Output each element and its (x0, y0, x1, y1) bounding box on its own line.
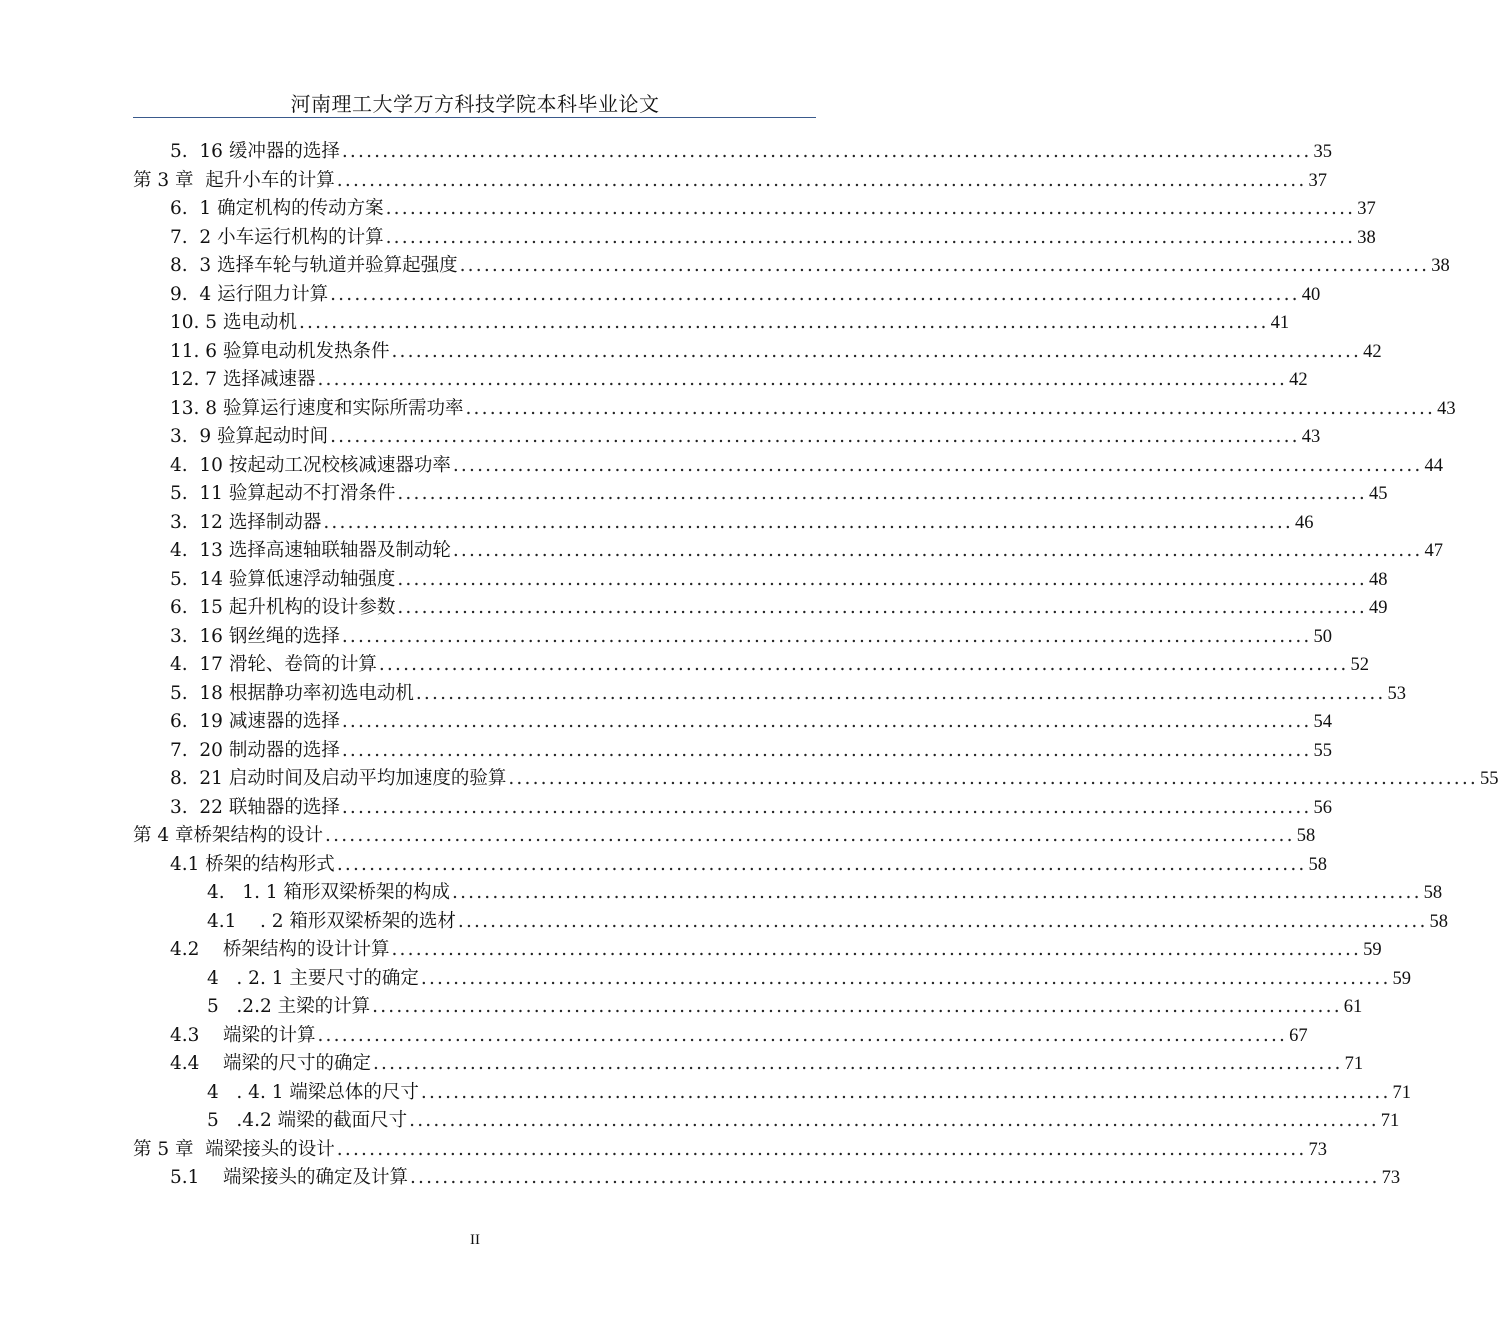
toc-leader-dots: ........................................................................................................................ (341, 625, 1312, 647)
toc-entry-page: 55 (1480, 769, 1499, 789)
toc-entry-page: 59 (1392, 968, 1412, 989)
toc-entry-label: 4. 1. 1 箱形双梁桥架的构成 (207, 882, 450, 903)
toc-leader-dots: ........................................................................................................................ (317, 369, 1288, 390)
toc-entry-page: 73 (1308, 1139, 1327, 1160)
toc-leader-dots: ........................................................................................................................ (330, 426, 1300, 447)
toc-entry[interactable] (170, 138, 1333, 166)
toc-entry-page: 42 (1289, 370, 1308, 390)
toc-entry-label: 4. 17 滑轮、卷筒的计算 (170, 654, 377, 675)
toc-entry-page: 56 (1313, 797, 1333, 818)
toc-leader-dots: ........................................................................................................................ (391, 939, 1362, 960)
toc-entry-label: 4.1 桥架的结构形式 (170, 853, 335, 875)
toc-entry-label: 7. 20 制动器的选择 (170, 739, 340, 761)
toc-leader-dots: ........................................................................................................................ (391, 340, 1362, 362)
toc-entry[interactable] (170, 281, 1321, 309)
toc-leader-dots: ........................................................................................................................ (508, 768, 1479, 789)
toc-leader-dots: ........................................................................................................................ (465, 397, 1436, 419)
toc-entry-label: 第 3 章 起升小车的计算 (133, 169, 335, 191)
toc-entry-page: 48 (1369, 569, 1388, 590)
toc-entry-label: 4.3 端梁的计算 (170, 1024, 316, 1046)
toc-entry-page: 58 (1423, 883, 1443, 903)
toc-leader-dots: ........................................................................................................................ (385, 198, 1356, 219)
toc-leader-dots: ........................................................................................................................ (420, 967, 1391, 989)
toc-leader-dots: ........................................................................................................................ (336, 169, 1307, 191)
toc-entry[interactable] (170, 566, 1388, 594)
toc-entry-label: 8. 21 启动时间及启动平均加速度的验算 (170, 768, 507, 789)
toc-entry[interactable] (170, 737, 1333, 765)
toc-entry[interactable] (170, 537, 1444, 565)
toc-entry-label: 6. 15 起升机构的设计参数 (170, 597, 396, 618)
toc-entry-page: 52 (1350, 655, 1370, 675)
toc-entry[interactable] (207, 993, 1363, 1021)
toc-entry[interactable] (170, 651, 1370, 679)
toc-entry-label: 5. 16 缓冲器的选择 (170, 141, 340, 162)
toc-entry[interactable] (133, 822, 1316, 850)
toc-entry[interactable] (170, 708, 1333, 736)
toc-entry-label: 5. 18 根据静功率初选电动机 (170, 682, 414, 704)
toc-entry-page: 38 (1431, 256, 1450, 276)
toc-entry[interactable] (133, 1136, 1327, 1164)
toc-entry-label: 11. 6 验算电动机发热条件 (170, 340, 390, 362)
toc-entry[interactable] (207, 908, 1449, 936)
toc-entry-page: 59 (1363, 940, 1382, 960)
toc-entry-label: 4. 10 按起动工况校核减速器功率 (170, 454, 451, 476)
toc-leader-dots: ........................................................................................................................ (336, 1138, 1307, 1160)
toc-entry-page: 41 (1270, 313, 1290, 333)
toc-entry[interactable] (170, 395, 1456, 423)
toc-entry[interactable] (207, 879, 1443, 907)
toc-entry-label: 5. 11 验算起动不打滑条件 (170, 483, 396, 504)
toc-entry-page: 58 (1296, 826, 1316, 846)
toc-entry-label: 3. 12 选择制动器 (170, 511, 322, 533)
toc-leader-dots: ........................................................................................................................ (397, 483, 1368, 504)
toc-entry[interactable] (170, 1164, 1401, 1192)
toc-entry-page: 45 (1369, 484, 1388, 504)
toc-entry[interactable] (207, 1079, 1412, 1107)
toc-entry-page: 47 (1424, 541, 1444, 561)
toc-entry-label: 5 .4.2 端梁的截面尺寸 (207, 1110, 408, 1131)
toc-entry-page: 35 (1313, 142, 1333, 162)
toc-entry-label: 3. 9 验算起动时间 (170, 426, 329, 447)
toc-leader-dots: ........................................................................................................................ (298, 312, 1269, 333)
toc-leader-dots: ........................................................................................................................ (336, 853, 1307, 875)
toc-leader-dots: ........................................................................................................................ (325, 825, 1295, 846)
toc-entry[interactable] (170, 338, 1382, 366)
toc-entry-page: 42 (1363, 341, 1382, 362)
toc-entry-label: 9. 4 运行阻力计算 (170, 283, 329, 305)
toc-entry[interactable] (170, 509, 1314, 537)
toc-entry-page: 71 (1380, 1111, 1400, 1131)
toc-entry-page: 54 (1313, 712, 1333, 732)
toc-entry-page: 49 (1369, 598, 1388, 618)
toc-entry-page: 40 (1301, 284, 1321, 305)
toc-entry-label: 3. 16 钢丝绳的选择 (170, 625, 340, 647)
toc-entry-label: 4 . 4. 1 端梁总体的尺寸 (207, 1081, 419, 1103)
toc-entry[interactable] (170, 224, 1376, 252)
toc-entry-label: 3. 22 联轴器的选择 (170, 796, 340, 818)
toc-leader-dots: ........................................................................................................................ (397, 568, 1368, 590)
toc-leader-dots: ........................................................................................................................ (323, 511, 1294, 533)
toc-entry-label: 10. 5 选电动机 (170, 312, 297, 333)
toc-entry-page: 67 (1289, 1025, 1308, 1046)
toc-entry[interactable] (207, 1107, 1400, 1135)
toc-entry-page: 71 (1392, 1082, 1412, 1103)
toc-entry-label: 第 5 章 端梁接头的设计 (133, 1138, 335, 1160)
toc-leader-dots: ........................................................................................................................ (457, 910, 1428, 932)
toc-entry-label: 4.1 . 2 箱形双梁桥架的选材 (207, 910, 456, 932)
toc-entry[interactable] (170, 309, 1290, 337)
toc-leader-dots: ........................................................................................................................ (459, 255, 1430, 276)
page-header-title: 河南理工大学万方科技学院本科毕业论文 (290, 92, 660, 116)
toc-entry-label: 4.4 端梁的尺寸的确定 (170, 1053, 371, 1074)
toc-leader-dots: ........................................................................................................................ (397, 597, 1368, 618)
toc-entry[interactable] (170, 366, 1308, 394)
toc-entry-page: 61 (1343, 997, 1363, 1017)
toc-leader-dots: ........................................................................................................................ (372, 1053, 1343, 1074)
toc-entry-page: 37 (1308, 170, 1327, 191)
toc-entry[interactable] (170, 851, 1327, 879)
toc-entry-label: 4. 13 选择高速轴联轴器及制动轮 (170, 540, 451, 561)
toc-leader-dots: ........................................................................................................................ (317, 1024, 1288, 1046)
toc-entry[interactable] (170, 936, 1382, 964)
toc-leader-dots: ........................................................................................................................ (385, 226, 1356, 248)
toc-entry[interactable] (133, 167, 1327, 195)
toc-entry[interactable] (170, 765, 1499, 793)
toc-entry-label: 5.1 端梁接头的确定及计算 (170, 1167, 408, 1188)
toc-entry-label: 第 4 章桥架结构的设计 (133, 825, 324, 846)
toc-entry-label: 12. 7 选择减速器 (170, 369, 316, 390)
toc-entry-page: 71 (1344, 1054, 1364, 1074)
toc-entry-label: 4 . 2. 1 主要尺寸的确定 (207, 967, 419, 989)
toc-entry-page: 44 (1424, 455, 1444, 476)
toc-entry-page: 43 (1301, 427, 1321, 447)
toc-entry-label: 6. 1 确定机构的传动方案 (170, 198, 384, 219)
toc-leader-dots: ........................................................................................................................ (415, 682, 1386, 704)
toc-leader-dots: ........................................................................................................................ (409, 1167, 1380, 1188)
toc-leader-dots: ........................................................................................................................ (330, 283, 1300, 305)
toc-entry-page: 37 (1357, 199, 1376, 219)
toc-entry[interactable] (170, 480, 1388, 508)
toc-entry-page: 53 (1387, 683, 1407, 704)
toc-leader-dots: ........................................................................................................................ (372, 996, 1342, 1017)
toc-entry[interactable] (170, 423, 1321, 451)
toc-entry[interactable] (170, 195, 1376, 223)
toc-entry-label: 8. 3 选择车轮与轨道并验算起强度 (170, 255, 458, 276)
toc-entry-label: 5. 14 验算低速浮动轴强度 (170, 568, 396, 590)
toc-entry[interactable] (170, 794, 1333, 822)
page-number: II (470, 1232, 480, 1248)
toc-leader-dots: ........................................................................................................................ (341, 739, 1312, 761)
toc-entry[interactable] (170, 594, 1388, 622)
toc-leader-dots: ........................................................................................................................ (452, 454, 1423, 476)
toc-leader-dots: ........................................................................................................................ (452, 540, 1423, 561)
toc-entry[interactable] (170, 252, 1450, 280)
toc-entry-page: 55 (1313, 740, 1333, 761)
toc-leader-dots: ........................................................................................................................ (409, 1110, 1379, 1131)
toc-entry-page: 46 (1295, 512, 1314, 533)
toc-entry[interactable] (170, 1022, 1308, 1050)
toc-entry[interactable] (170, 680, 1407, 708)
toc-entry-label: 7. 2 小车运行机构的计算 (170, 226, 384, 248)
toc-leader-dots: ........................................................................................................................ (378, 654, 1349, 675)
toc-entry[interactable] (170, 623, 1333, 651)
toc-entry-page: 58 (1308, 854, 1327, 875)
toc-entry[interactable] (170, 1050, 1364, 1078)
toc-leader-dots: ........................................................................................................................ (341, 711, 1312, 732)
toc-entry-page: 38 (1357, 227, 1376, 248)
toc-entry-label: 13. 8 验算运行速度和实际所需功率 (170, 397, 464, 419)
toc-entry[interactable] (170, 452, 1444, 480)
toc-leader-dots: ........................................................................................................................ (341, 141, 1312, 162)
toc-entry-label: 5 .2.2 主梁的计算 (207, 996, 371, 1017)
toc-entry-page: 43 (1437, 398, 1456, 419)
toc-leader-dots: ........................................................................................................................ (341, 796, 1312, 818)
header-rule (133, 117, 816, 118)
toc-entry[interactable] (207, 965, 1412, 993)
toc-leader-dots: ........................................................................................................................ (420, 1081, 1391, 1103)
toc-entry-page: 50 (1313, 626, 1333, 647)
toc-entry-label: 4.2 桥架结构的设计计算 (170, 939, 390, 960)
toc-entry-label: 6. 19 减速器的选择 (170, 711, 340, 732)
toc-entry-page: 58 (1429, 911, 1449, 932)
toc-leader-dots: ........................................................................................................................ (451, 882, 1422, 903)
toc-entry-page: 73 (1381, 1168, 1401, 1188)
